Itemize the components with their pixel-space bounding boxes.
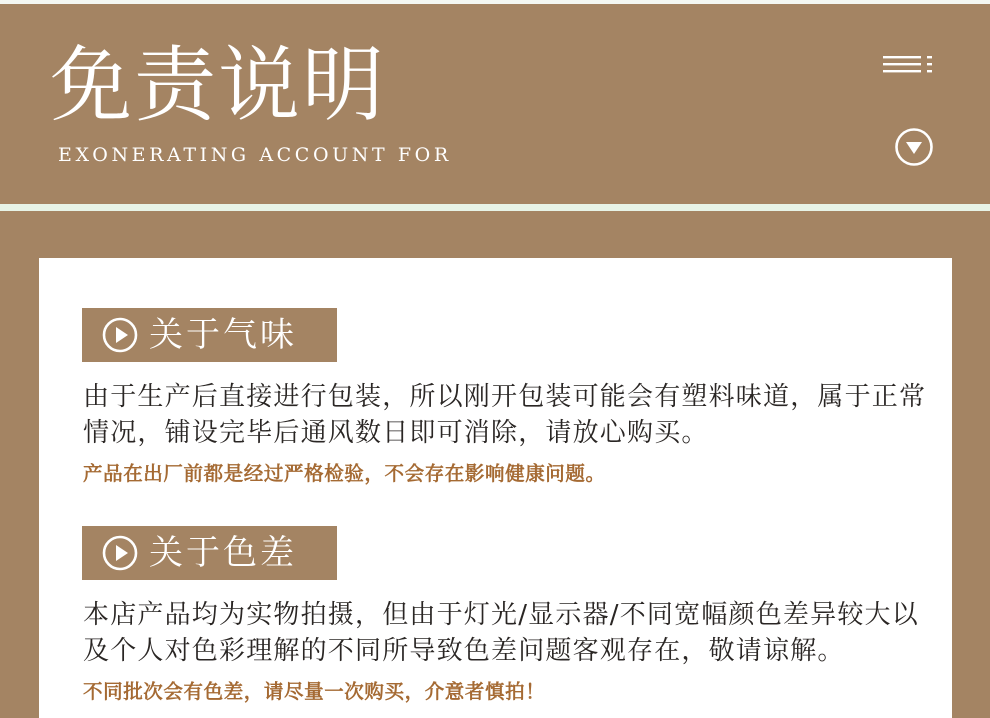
section-header bbox=[82, 308, 337, 362]
content-card bbox=[39, 258, 952, 718]
play-circle-icon bbox=[101, 534, 139, 572]
divider-line bbox=[0, 204, 990, 211]
page-subtitle: EXONERATING ACCOUNT FOR bbox=[58, 144, 452, 166]
section-title: 关于色差 bbox=[149, 533, 297, 573]
section-note: 不同批次会有色差，请尽量一次购买，介意者慎拍！ bbox=[83, 680, 546, 703]
section-smell bbox=[82, 308, 932, 489]
section-note: 产品在出厂前都是经过严格检验，不会存在影响健康问题。 bbox=[83, 462, 606, 485]
play-circle-icon bbox=[101, 316, 139, 354]
menu-lines-icon[interactable] bbox=[883, 54, 935, 76]
section-body: 由于生产后直接进行包装，所以刚开包装可能会有塑料味道，属于正常情况，铺设完毕后通风数日即可消除，请放心购买。 bbox=[83, 382, 927, 448]
section-title: 关于气味 bbox=[149, 315, 297, 355]
page-title: 免责说明 bbox=[50, 38, 387, 133]
header-banner bbox=[0, 4, 990, 204]
section-header bbox=[82, 526, 337, 580]
section-body: 本店产品均为实物拍摄，但由于灯光/显示器/不同宽幅颜色差异较大以及个人对色彩理解的不同所导致色差问题客观存在，敬请谅解。 bbox=[83, 600, 919, 666]
circle-down-arrow-icon[interactable] bbox=[894, 127, 934, 167]
section-color-difference bbox=[82, 526, 932, 707]
